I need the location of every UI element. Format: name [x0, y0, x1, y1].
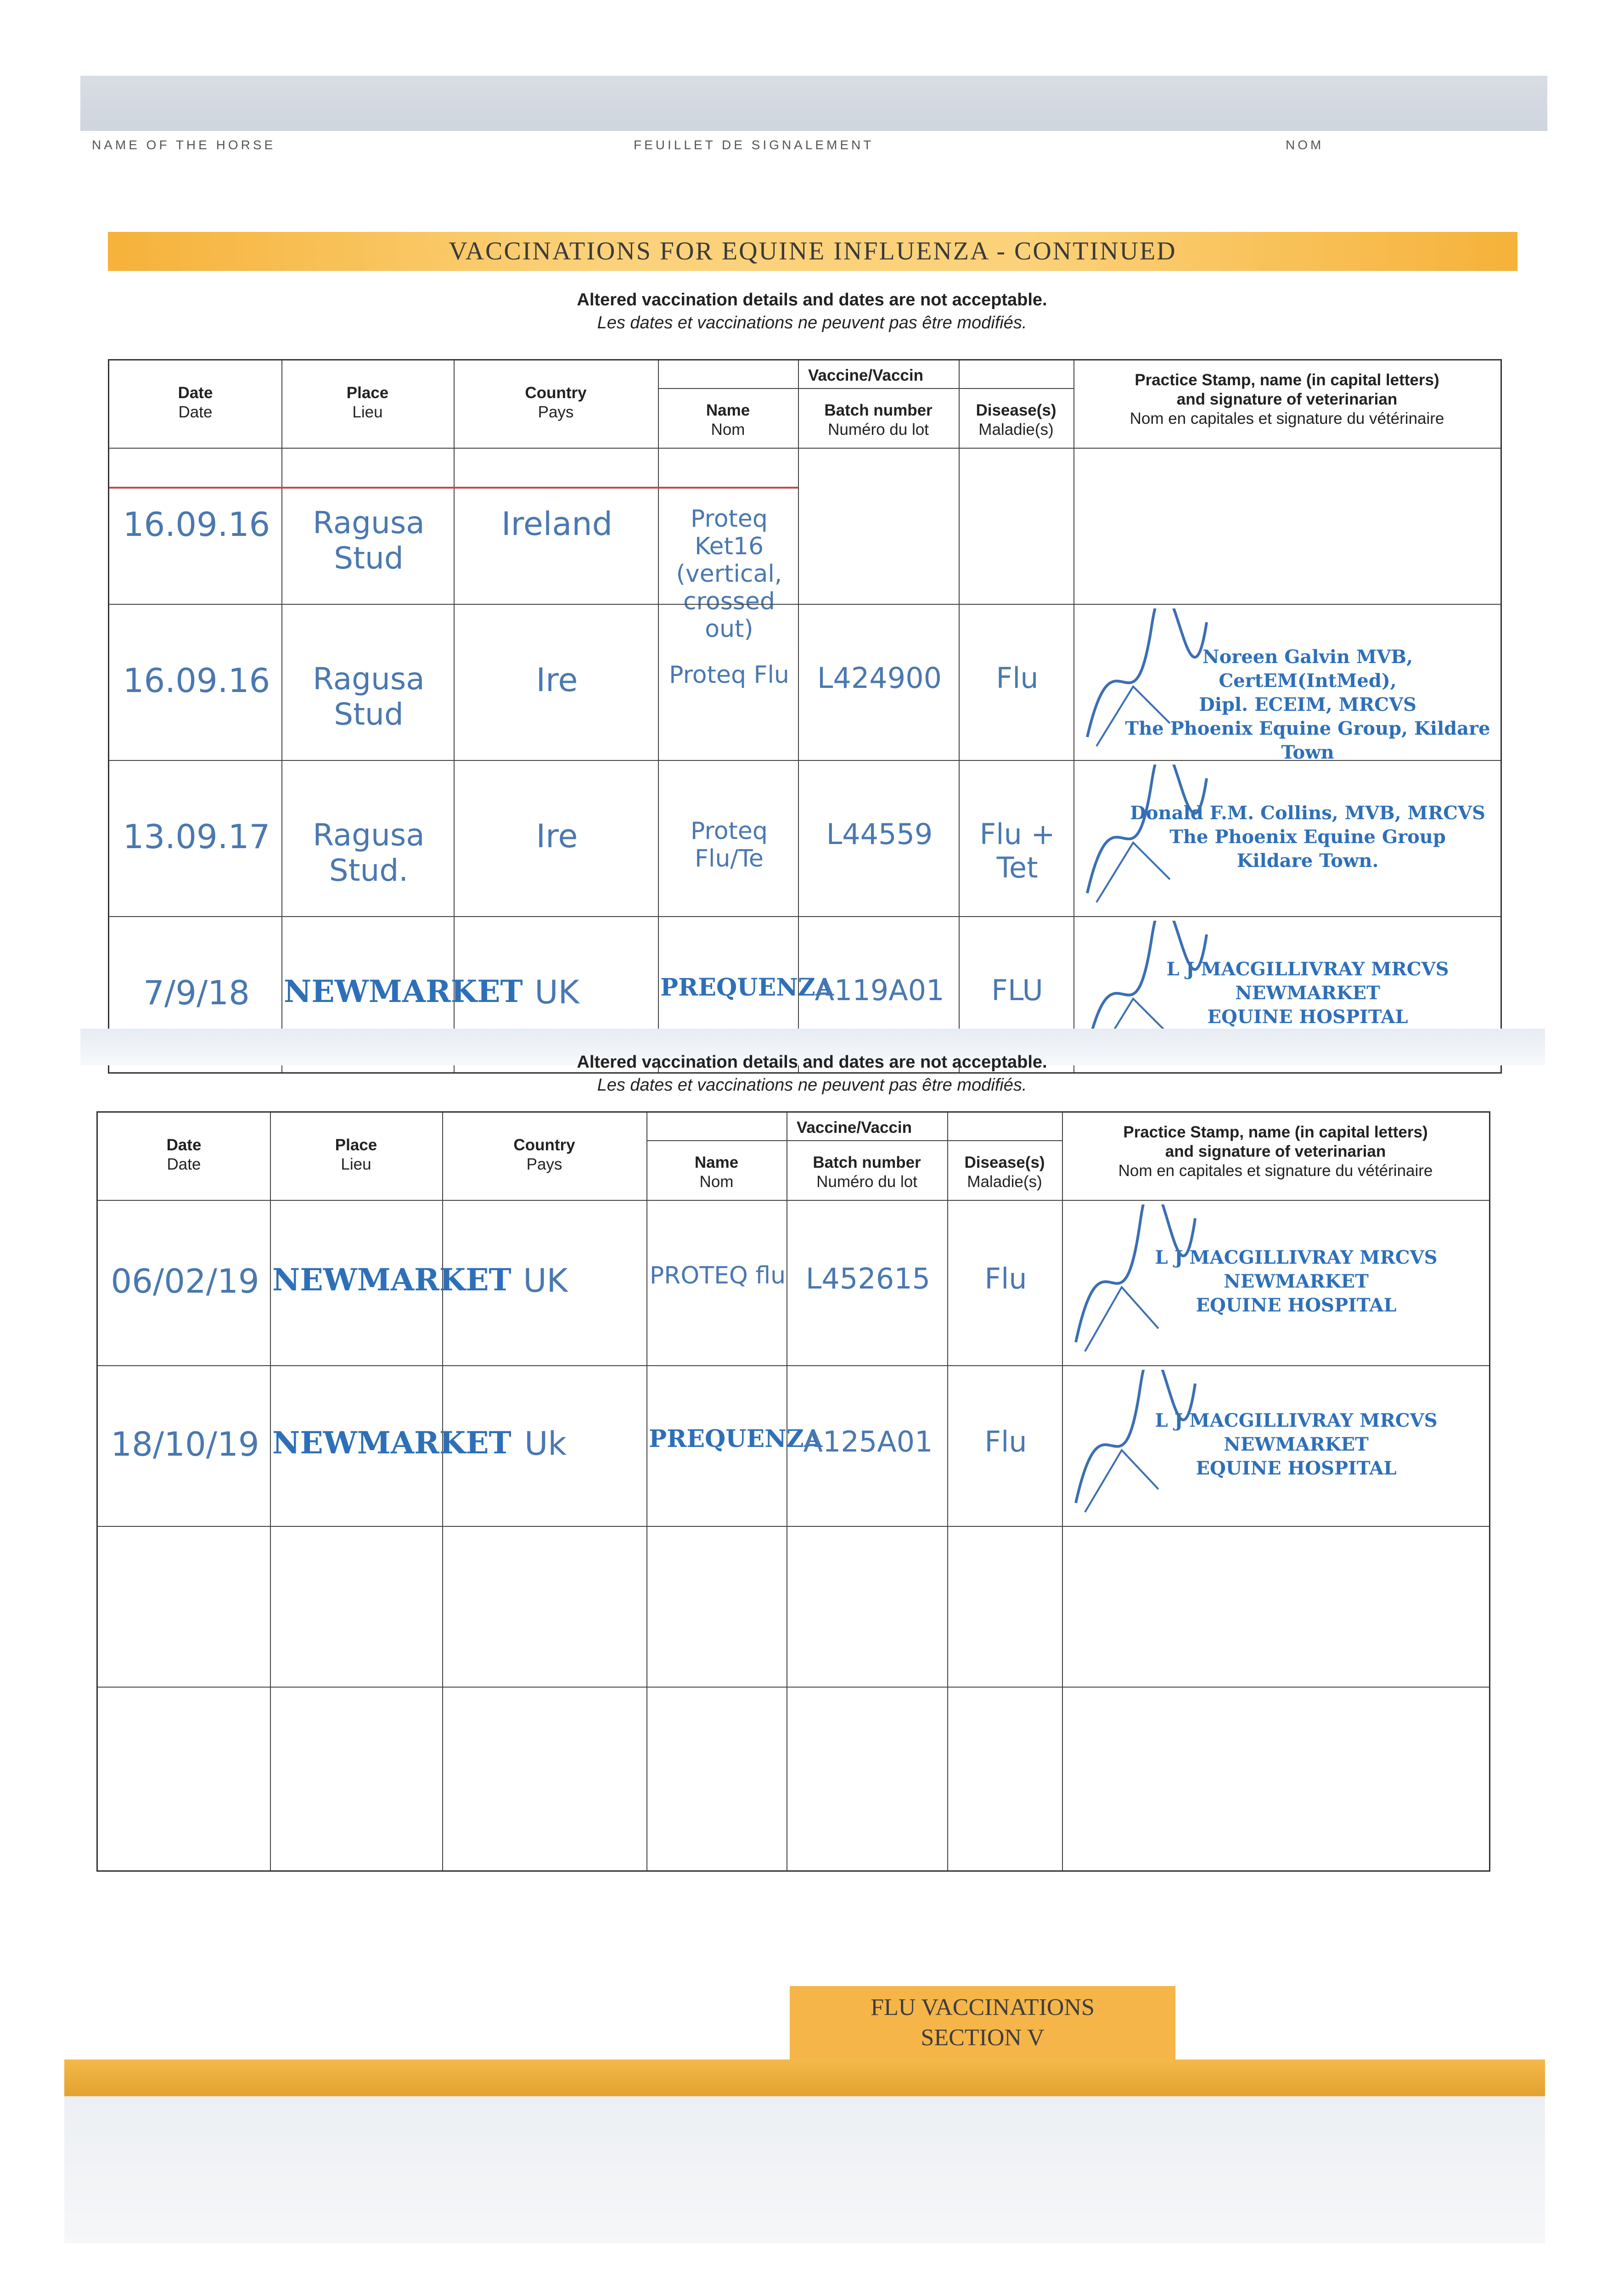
cell-place: NEWMARKET	[272, 1425, 511, 1461]
header-date-en: Date	[166, 1136, 202, 1154]
header-country	[442, 1136, 646, 1174]
cell-batch: A125A01	[803, 1425, 933, 1458]
header-vaccine-name	[646, 1153, 787, 1192]
vet-stamp-line: Dipl. ECEIM, MRCVS	[1199, 694, 1416, 715]
header-stamp-l2: and signature of veterinarian	[1165, 1142, 1386, 1160]
bottom-scan-area	[64, 2096, 1545, 2243]
header-country-en: Country	[513, 1136, 575, 1154]
cell-name: PREQUENZA	[660, 974, 834, 1002]
header-country-en: Country	[525, 384, 587, 402]
cell-disease: Flu	[984, 1262, 1027, 1295]
cell-disease: Flu	[996, 661, 1039, 695]
cell-name: PREQUENZA	[649, 1425, 823, 1453]
cell-name: Proteq Flu/Te	[691, 817, 768, 872]
column-rule	[658, 360, 659, 1072]
header-place	[281, 383, 454, 422]
header-vaccine-group: Vaccine/Vaccin	[808, 366, 923, 384]
header-stamp	[1073, 371, 1500, 428]
header-batch-en: Batch number	[813, 1154, 921, 1171]
header-disease-en: Disease(s)	[976, 401, 1056, 419]
header-stamp-l1: Practice Stamp, name (in capital letters)	[1123, 1123, 1428, 1141]
cell-place: Ragusa Stud	[313, 661, 425, 732]
column-rule	[454, 360, 455, 1072]
vet-stamp-line: The Phoenix Equine Group	[1169, 826, 1446, 848]
row-rule	[109, 760, 1500, 761]
column-rule	[281, 360, 282, 1072]
header-batch	[798, 401, 959, 439]
vet-stamp-line: L J MACGILLIVRAY MRCVS	[1166, 958, 1449, 980]
header-vaccine-name-en: Name	[694, 1154, 739, 1171]
vet-stamp-line: EQUINE HOSPITAL	[1196, 1294, 1397, 1316]
cell-place: Ragusa Stud	[313, 505, 425, 576]
cell-place: Ragusa Stud.	[313, 817, 425, 888]
vet-stamp-line: NEWMARKET	[1235, 982, 1380, 1004]
top-scan-band	[80, 76, 1547, 131]
cell-country: Ire	[536, 661, 578, 699]
header-country-fr: Pays	[526, 1155, 562, 1173]
column-rule	[1073, 360, 1074, 1072]
row-rule	[98, 1365, 1489, 1366]
cell-date: 13.09.17	[123, 817, 270, 856]
notice-french-2: Les dates et vaccinations ne peuvent pas être modifiés.	[597, 1075, 1027, 1095]
section-banner: VACCINATIONS FOR EQUINE INFLUENZA - CONTINUED	[108, 232, 1517, 271]
faded-header-center: FEUILLET DE SIGNALEMENT	[634, 138, 874, 152]
column-rule	[959, 360, 960, 1072]
header-stamp-l3: Nom en capitales et signature du vétérinaire	[1118, 1162, 1433, 1180]
header-disease	[947, 1153, 1062, 1192]
header-vaccine-name-fr: Nom	[699, 1173, 734, 1191]
cell-date: 7/9/18	[143, 974, 250, 1012]
header-vaccine-name-fr: Nom	[711, 421, 745, 439]
column-rule	[1062, 1113, 1063, 1870]
header-batch-fr: Numéro du lot	[828, 421, 929, 439]
header-stamp-l1: Practice Stamp, name (in capital letters)	[1135, 371, 1439, 389]
faded-header-left: NAME OF THE HORSE	[92, 138, 276, 152]
column-rule	[798, 360, 799, 1072]
header-date	[109, 383, 281, 422]
cell-batch: A119A01	[815, 974, 944, 1007]
row-rule	[109, 604, 1500, 605]
row-rule	[98, 1687, 1489, 1688]
vaccination-table-1	[108, 359, 1502, 1074]
cell-date: 18/10/19	[111, 1425, 259, 1463]
header-disease-fr: Maladie(s)	[978, 421, 1054, 439]
footer-section: SECTION V	[921, 2025, 1045, 2051]
footer-title: FLU VACCINATIONS	[871, 1994, 1095, 2020]
vaccination-table-2	[96, 1111, 1490, 1872]
header-place-fr: Lieu	[352, 403, 383, 421]
cell-batch: L452615	[805, 1262, 931, 1295]
header-disease-fr: Maladie(s)	[967, 1173, 1042, 1191]
header-bottom-rule	[109, 448, 1500, 449]
header-date-fr: Date	[167, 1155, 201, 1173]
header-place-en: Place	[346, 384, 389, 402]
cell-date: 16.09.16	[123, 505, 270, 544]
column-rule	[442, 1113, 443, 1870]
cell-country: UK	[523, 1262, 568, 1300]
vaccine-group-rule	[658, 388, 1073, 389]
section-footer-tab	[790, 1986, 1175, 2060]
cell-disease: FLU	[991, 974, 1043, 1007]
cell-place: NEWMARKET	[284, 974, 523, 1009]
vet-stamp-line: Kildare Town.	[1236, 850, 1379, 872]
cell-date: 06/02/19	[111, 1262, 259, 1300]
header-vaccine-name	[658, 401, 798, 439]
cell-name: Proteq Ket16 (vertical, crossed out)	[676, 505, 782, 643]
cell-country: Ireland	[501, 505, 613, 543]
cell-name: PROTEQ flu	[649, 1262, 786, 1289]
vet-stamp-line: L J MACGILLIVRAY MRCVS	[1155, 1410, 1438, 1431]
cell-name: Proteq Flu	[669, 661, 789, 689]
vet-stamp-line: Noreen Galvin MVB, CertEM(IntMed),	[1203, 646, 1413, 692]
vet-stamp-line: EQUINE HOSPITAL	[1196, 1458, 1397, 1479]
vet-stamp-line: EQUINE HOSPITAL	[1207, 1006, 1408, 1028]
notice-english-2: Altered vaccination details and dates are not acceptable.	[577, 1052, 1047, 1072]
header-date-en: Date	[178, 384, 213, 402]
cell-batch: L44559	[826, 817, 933, 851]
cell-place: NEWMARKET	[272, 1262, 511, 1298]
faded-header-right: NOM	[1286, 138, 1324, 152]
signature-scribble	[1078, 608, 1216, 755]
header-place-en: Place	[335, 1136, 377, 1154]
vet-stamp-line: Donald F.M. Collins, MVB, MRCVS	[1130, 802, 1485, 824]
vaccine-group-rule	[646, 1140, 1062, 1141]
header-disease	[959, 401, 1073, 439]
header-stamp	[1062, 1123, 1489, 1181]
row-rule	[109, 916, 1500, 917]
header-stamp-l2: and signature of veterinarian	[1176, 390, 1398, 408]
header-place	[270, 1136, 442, 1174]
vet-stamp-line: NEWMARKET	[1224, 1271, 1369, 1292]
notice-english: Altered vaccination details and dates are not acceptable.	[577, 290, 1047, 310]
row-rule	[98, 1526, 1489, 1527]
signature-scribble	[1067, 1370, 1204, 1521]
cancel-strike-line	[109, 487, 798, 489]
header-country-fr: Pays	[538, 403, 574, 421]
cell-country: UK	[534, 974, 579, 1011]
header-disease-en: Disease(s)	[964, 1154, 1045, 1171]
header-place-fr: Lieu	[341, 1155, 371, 1173]
vet-stamp-line: NEWMARKET	[1224, 1434, 1369, 1455]
footer-band	[64, 2060, 1545, 2096]
cell-country: Ire	[536, 817, 578, 855]
header-stamp-l3: Nom en capitales et signature du vétérinaire	[1129, 410, 1444, 428]
vet-stamp-line: L J MACGILLIVRAY MRCVS	[1155, 1247, 1438, 1268]
header-batch-en: Batch number	[824, 401, 933, 419]
header-vaccine-name-en: Name	[706, 401, 750, 419]
notice-french: Les dates et vaccinations ne peuvent pas être modifiés.	[597, 313, 1027, 332]
cell-disease: Flu + Tet	[979, 817, 1055, 884]
cell-country: Uk	[524, 1425, 567, 1463]
faded-page-header	[92, 138, 1515, 152]
header-batch-fr: Numéro du lot	[816, 1173, 917, 1191]
cell-disease: Flu	[984, 1425, 1027, 1458]
column-rule	[947, 1113, 948, 1870]
header-batch	[787, 1153, 947, 1192]
header-country	[454, 383, 658, 422]
header-date	[98, 1136, 270, 1174]
column-rule	[270, 1113, 271, 1870]
signature-scribble	[1078, 765, 1216, 912]
header-bottom-rule	[98, 1200, 1489, 1201]
header-date-fr: Date	[178, 403, 213, 421]
cell-date: 16.09.16	[123, 661, 270, 700]
vet-stamp-line: The Phoenix Equine Group, Kildare Town	[1125, 718, 1490, 763]
cell-batch: L424900	[817, 661, 942, 695]
header-vaccine-group: Vaccine/Vaccin	[796, 1119, 912, 1137]
signature-scribble	[1067, 1204, 1204, 1361]
column-rule	[646, 1113, 647, 1870]
